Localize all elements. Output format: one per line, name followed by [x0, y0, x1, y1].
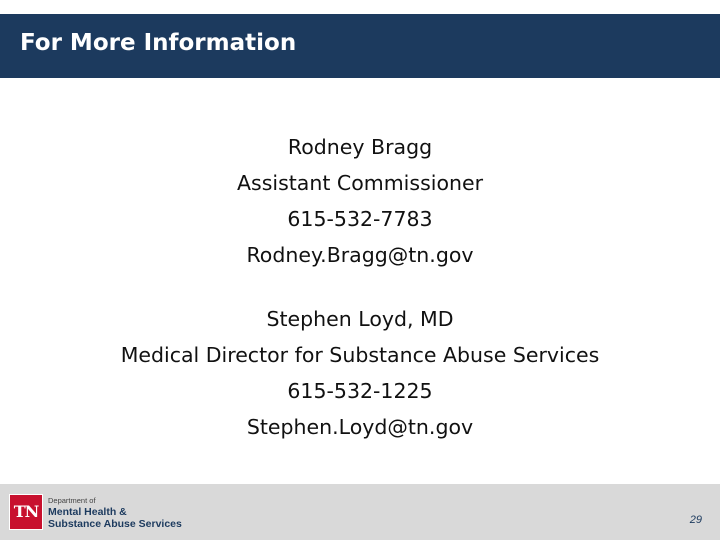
- contact-role: Medical Director for Substance Abuse Services: [120, 343, 600, 367]
- contact-name: Rodney Bragg: [287, 135, 433, 159]
- contact-email: Stephen.Loyd@tn.gov: [246, 415, 474, 439]
- logo-text-line2: Substance Abuse Services: [48, 518, 182, 530]
- logo-text-line0: Department of: [48, 496, 96, 505]
- contact-phone: 615-532-1225: [287, 379, 433, 403]
- tn-badge-icon: TN: [9, 494, 43, 530]
- footer-bar: [0, 484, 720, 540]
- page-number: 29: [689, 514, 702, 526]
- logo-text-line1: Mental Health &: [48, 506, 127, 518]
- top-strip: [0, 0, 720, 14]
- slide-title: For More Information: [20, 30, 297, 56]
- contact-phone: 615-532-7783: [287, 207, 433, 231]
- department-logo: [9, 494, 199, 534]
- contact-role: Assistant Commissioner: [236, 171, 484, 195]
- contact-name: Stephen Loyd, MD: [266, 307, 454, 331]
- contact-block-1: [0, 129, 720, 273]
- title-bar: [0, 14, 720, 78]
- contact-email: Rodney.Bragg@tn.gov: [246, 243, 474, 267]
- contact-block-2: [0, 301, 720, 445]
